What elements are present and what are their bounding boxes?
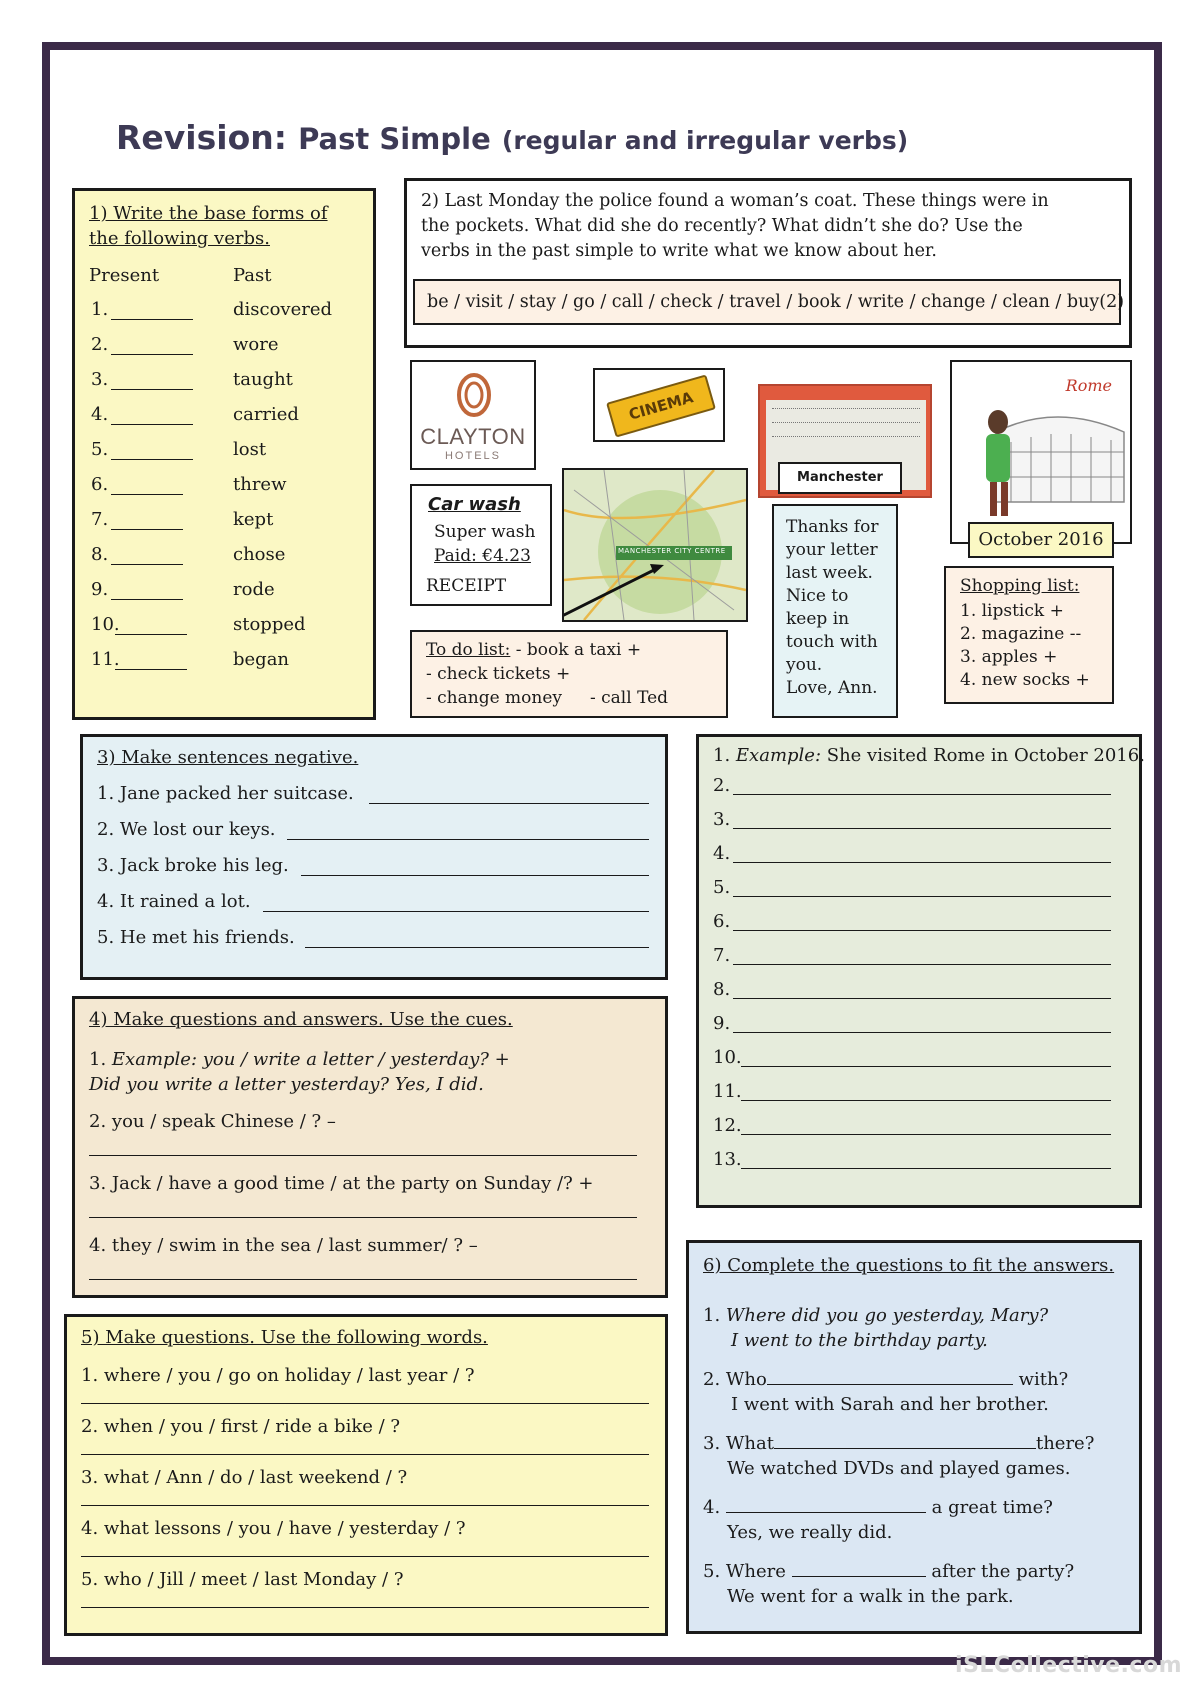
- letter-line: Nice to: [786, 586, 849, 606]
- todo-line-2: - check tickets +: [426, 664, 571, 684]
- past-form: taught: [233, 369, 293, 390]
- shopping-list: [944, 566, 1114, 704]
- item-number: 3.: [91, 369, 109, 390]
- carwash-service: Super wash: [434, 522, 536, 542]
- answer-line[interactable]: [81, 1454, 649, 1455]
- answer-number: 2.: [713, 775, 731, 796]
- exercise-6-item-2: 2. Who with? I went with Sarah and her brother.: [703, 1369, 1069, 1415]
- todo-line-3b: - call Ted: [590, 688, 669, 708]
- question-cue: 2. you / speak Chinese / ? –: [89, 1111, 336, 1132]
- verb-bank: [413, 279, 1125, 325]
- cinema-ticket-card: [593, 368, 725, 442]
- past-form: wore: [233, 334, 279, 355]
- answer-line[interactable]: [89, 1217, 637, 1218]
- answer-line[interactable]: [733, 862, 1111, 863]
- shopping-item: 2. magazine --: [960, 624, 1082, 644]
- negative-sentence: 2. We lost our keys.: [97, 819, 276, 840]
- answer-line[interactable]: [111, 564, 183, 565]
- question-words: 2. when / you / first / ride a bike / ?: [81, 1416, 401, 1437]
- item-number: 11.: [91, 649, 120, 670]
- exercise-4-heading: 4) Make questions and answers. Use the cues.: [89, 1009, 513, 1030]
- answer-line[interactable]: [369, 803, 649, 804]
- exercise-2-answers-box: [696, 734, 1145, 1208]
- todo-title: To do list:: [426, 640, 511, 660]
- todo-line-3: - change money: [426, 688, 563, 708]
- exercise-2-instructions: 2) Last Monday the police found a woman’s coat. These things were in the pockets. What did she do recently? What didn’t she do? Use the verbs in the past simple to write what we know about her.: [421, 191, 1049, 261]
- answer-number: 12.: [713, 1115, 742, 1136]
- answer-line[interactable]: [111, 494, 183, 495]
- exercise-3-heading: 3) Make sentences negative.: [97, 747, 359, 768]
- answer-line[interactable]: [792, 1576, 926, 1577]
- answer-line[interactable]: [115, 669, 187, 670]
- letter-line: you.: [786, 655, 823, 675]
- exercise-4-example: 1. Example: you / write a letter / yesterday? + Did you write a letter yesterday? Yes, I did.: [89, 1049, 510, 1095]
- item-number: 10.: [91, 614, 120, 635]
- shopping-item: 1. lipstick +: [960, 601, 1064, 621]
- answer-line[interactable]: [287, 839, 649, 840]
- answer-line[interactable]: [733, 896, 1111, 897]
- answer-number: 7.: [713, 945, 731, 966]
- past-form: chose: [233, 544, 286, 565]
- todo-line-1: To do list: - book a taxi +: [426, 640, 642, 660]
- answer-line[interactable]: [733, 998, 1111, 999]
- item-number: 1.: [91, 299, 109, 320]
- answer-line[interactable]: [733, 1032, 1111, 1033]
- exercise-3-box: [80, 734, 668, 980]
- date-label-box: [968, 522, 1114, 558]
- hotel-name: CLAYTON: [420, 424, 526, 449]
- exercise-6-heading: 6) Complete the questions to fit the answers.: [703, 1255, 1115, 1276]
- answer-number: 10.: [713, 1047, 742, 1068]
- item-number: 9.: [91, 579, 109, 600]
- question-words: 1. where / you / go on holiday / last year / ?: [81, 1365, 475, 1386]
- answer-line[interactable]: [81, 1403, 649, 1404]
- answer-line[interactable]: [111, 319, 193, 320]
- answer-number: 4.: [713, 843, 731, 864]
- past-form: rode: [233, 579, 275, 600]
- answer-number: 13.: [713, 1149, 742, 1170]
- question-cue: 3. Jack / have a good time / at the party on Sunday /? +: [89, 1173, 594, 1194]
- letter-line: Thanks for: [786, 517, 879, 537]
- answer-number: 9.: [713, 1013, 731, 1034]
- question-words: 5. who / Jill / meet / last Monday / ?: [81, 1569, 404, 1590]
- item-number: 2.: [91, 334, 109, 355]
- answer-line[interactable]: [81, 1556, 649, 1557]
- answer-number: 6.: [713, 911, 731, 932]
- item-number: 7.: [91, 509, 109, 530]
- todo-list: [410, 630, 728, 718]
- exercise-6-item-1: 1. Where did you go yesterday, Mary? I went to the birthday party.: [703, 1305, 1049, 1351]
- answer-number: 3.: [713, 809, 731, 830]
- verb-bank-text: be / visit / stay / go / call / check / travel / book / write / change / clean / buy(2): [427, 292, 1125, 312]
- watermark: iSLCollective.com: [955, 1653, 1182, 1678]
- answer-line[interactable]: [767, 1384, 1013, 1385]
- cinema-label: CINEMA: [626, 388, 696, 424]
- letter-line: keep in: [786, 609, 850, 629]
- answer-line[interactable]: [733, 964, 1111, 965]
- answer-line[interactable]: [726, 1512, 926, 1513]
- exercise-6-item-4: 4. a great time? Yes, we really did.: [703, 1497, 1053, 1543]
- exercise-5-heading: 5) Make questions. Use the following words.: [81, 1327, 488, 1348]
- answer-line[interactable]: [89, 1279, 637, 1280]
- hotel-logo-icon: [456, 372, 492, 418]
- carwash-paid: Paid: €4.23: [434, 546, 531, 566]
- city-map: [562, 468, 748, 622]
- answer-line[interactable]: [89, 1155, 637, 1156]
- answer-line[interactable]: [741, 1066, 1111, 1067]
- answer-number: 8.: [713, 979, 731, 1000]
- negative-sentence: 3. Jack broke his leg.: [97, 855, 289, 876]
- past-form: threw: [233, 474, 287, 495]
- rome-postcard: [950, 360, 1132, 544]
- hotel-subtitle: HOTELS: [444, 450, 501, 462]
- column-present: Present: [89, 265, 160, 286]
- answer-line[interactable]: [741, 1100, 1111, 1101]
- answer-line[interactable]: [111, 529, 183, 530]
- exercise-2-box: [404, 178, 1132, 348]
- page-title: Revision: Past Simple (regular and irregular verbs): [116, 118, 909, 157]
- negative-sentence: 5. He met his friends.: [97, 927, 295, 948]
- question-words: 4. what lessons / you / have / yesterday / ?: [81, 1518, 466, 1539]
- rome-label: Rome: [1065, 376, 1112, 395]
- shopping-item: 4. new socks +: [960, 670, 1090, 690]
- answer-line[interactable]: [115, 634, 187, 635]
- exercise-2-example: 1. Example: She visited Rome in October 2016.: [713, 745, 1145, 766]
- exercise-6-item-5: 5. Where after the party? We went for a walk in the park.: [703, 1561, 1075, 1607]
- answer-line[interactable]: [111, 354, 193, 355]
- letter-line: Love, Ann.: [786, 678, 878, 698]
- answer-line[interactable]: [301, 875, 649, 876]
- answer-line[interactable]: [81, 1607, 649, 1608]
- question-words: 3. what / Ann / do / last weekend / ?: [81, 1467, 408, 1488]
- letter-line: last week.: [786, 563, 873, 583]
- cinema-ticket-icon: [606, 374, 716, 437]
- letter-note: [772, 504, 898, 718]
- past-form: carried: [233, 404, 299, 425]
- question-cue: 4. they / swim in the sea / last summer/ ? –: [89, 1235, 478, 1256]
- answer-line[interactable]: [741, 1168, 1111, 1169]
- past-form: lost: [233, 439, 267, 460]
- answer-line[interactable]: [733, 794, 1111, 795]
- exercise-6-item-3: 3. What there? We watched DVDs and played games.: [703, 1433, 1095, 1479]
- letter-line: touch with: [786, 632, 878, 652]
- carwash-receipt-label: RECEIPT: [426, 576, 507, 596]
- answer-line[interactable]: [111, 389, 193, 390]
- past-form: stopped: [233, 614, 306, 635]
- answer-line[interactable]: [774, 1448, 1036, 1449]
- answer-line[interactable]: [111, 599, 183, 600]
- colosseum-icon: [956, 382, 1128, 522]
- answer-number: 5.: [713, 877, 731, 898]
- exercise-6-box: [686, 1240, 1142, 1634]
- past-form: began: [233, 649, 290, 670]
- answer-line[interactable]: [733, 828, 1111, 829]
- shopping-item: 3. apples +: [960, 647, 1058, 667]
- answer-line[interactable]: [81, 1505, 649, 1506]
- hotel-logo-card: [410, 360, 536, 470]
- exercise-5-box: [64, 1314, 668, 1636]
- answer-line[interactable]: [305, 947, 649, 948]
- item-number: 4.: [91, 404, 109, 425]
- item-number: 8.: [91, 544, 109, 565]
- answer-line[interactable]: [111, 459, 193, 460]
- train-ticket: [758, 384, 932, 498]
- column-past: Past: [233, 265, 272, 286]
- exercise-1-box: [72, 188, 376, 720]
- ticket-destination: Manchester: [797, 470, 883, 485]
- map-label: MANCHESTER CITY CENTRE: [618, 547, 726, 555]
- answer-line[interactable]: [111, 424, 193, 425]
- past-form: discovered: [233, 299, 333, 320]
- exercise-4-box: [72, 996, 668, 1298]
- item-number: 6.: [91, 474, 109, 495]
- answer-line[interactable]: [741, 1134, 1111, 1135]
- past-form: kept: [233, 509, 274, 530]
- carwash-title: Car wash: [428, 494, 521, 515]
- negative-sentence: 1. Jane packed her suitcase.: [97, 783, 354, 804]
- exercise-1-heading: 1) Write the base forms of the following verbs.: [89, 203, 328, 249]
- answer-number: 11.: [713, 1081, 742, 1102]
- shopping-list-title: Shopping list:: [960, 576, 1080, 596]
- answer-line[interactable]: [733, 930, 1111, 931]
- carwash-receipt: [410, 484, 552, 606]
- answer-line[interactable]: [263, 911, 649, 912]
- item-number: 5.: [91, 439, 109, 460]
- date-label: October 2016: [978, 529, 1104, 550]
- letter-line: your letter: [786, 540, 878, 560]
- negative-sentence: 4. It rained a lot.: [97, 891, 251, 912]
